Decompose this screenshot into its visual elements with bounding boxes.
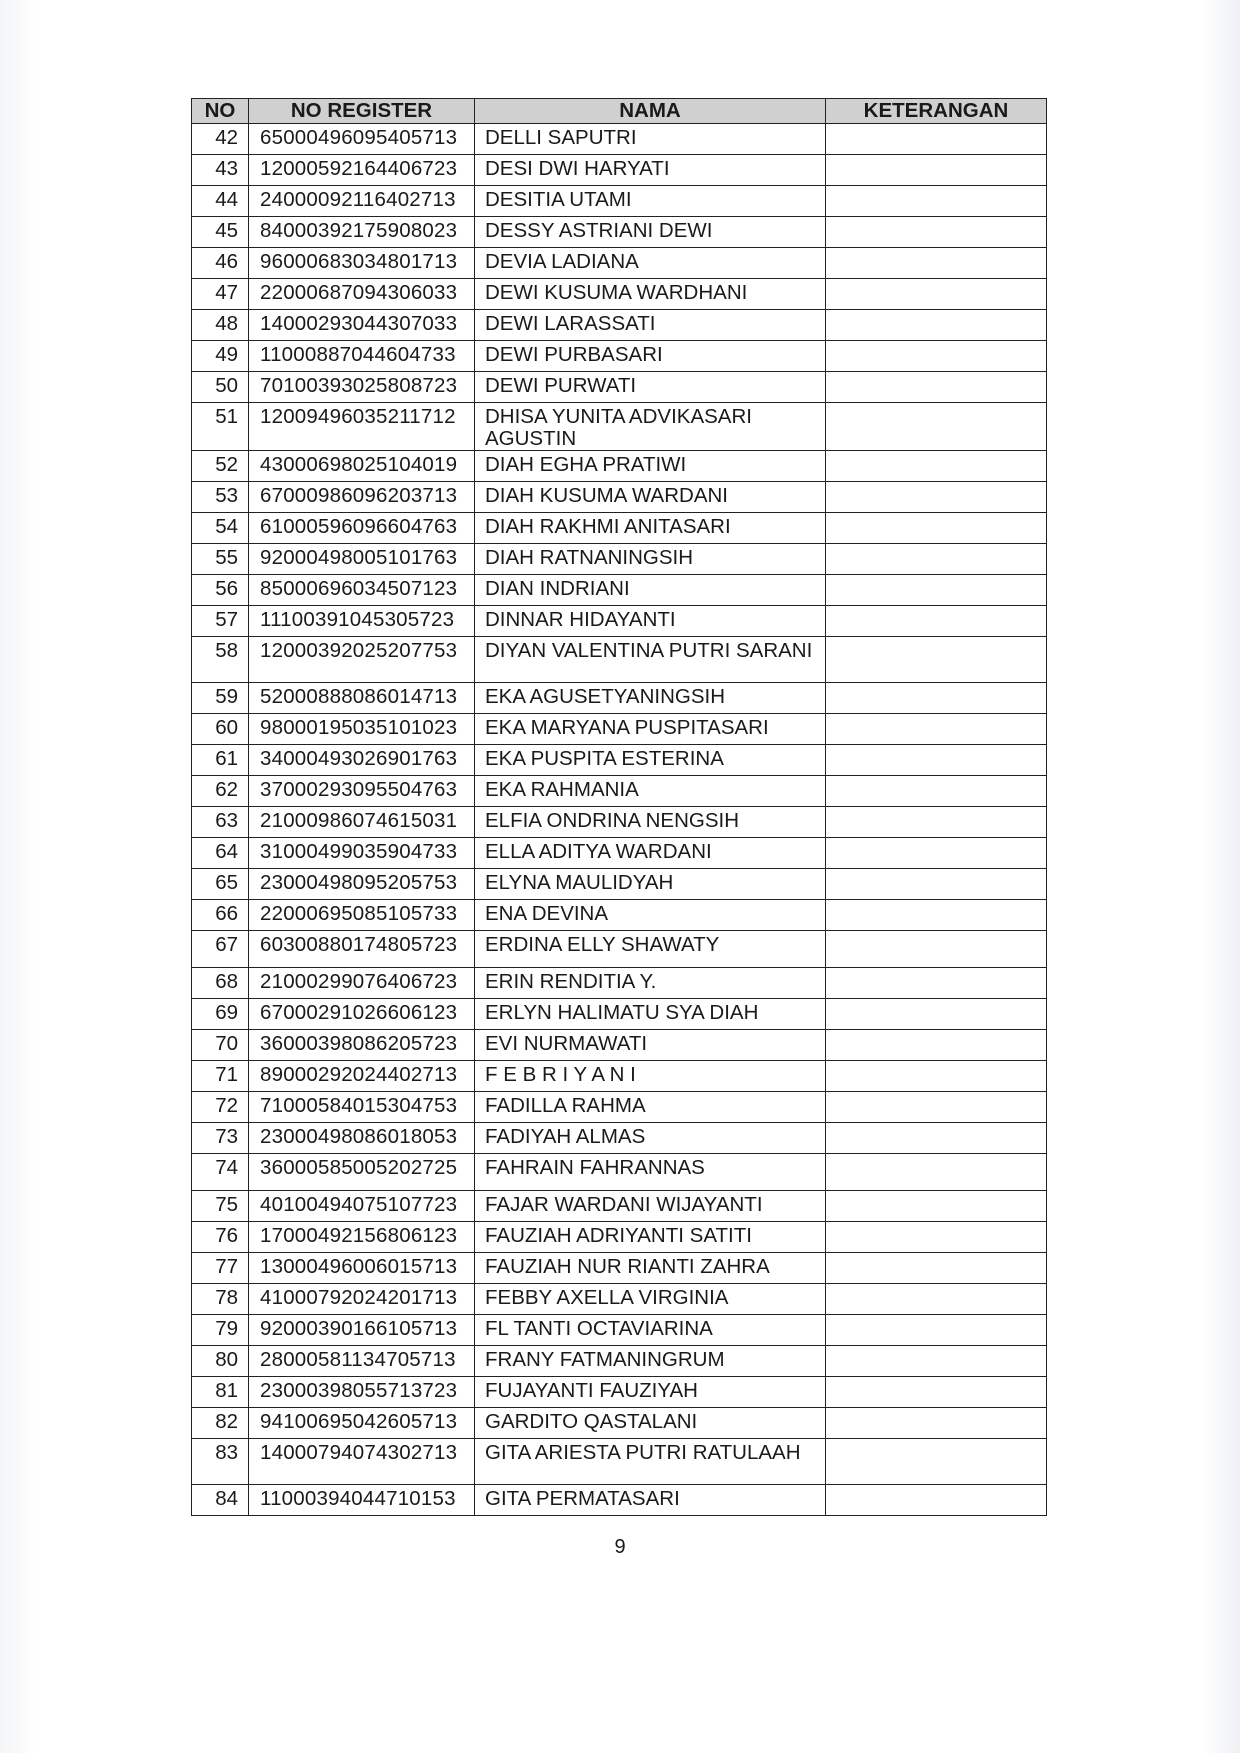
cell-nama: ELLA ADITYA WARDANI bbox=[475, 838, 826, 869]
cell-nama: F E B R I Y A N I bbox=[475, 1061, 826, 1092]
table-row bbox=[192, 807, 1047, 838]
cell-no-register: 94100695042605713 bbox=[249, 1408, 475, 1439]
cell-no: 56 bbox=[192, 575, 249, 606]
table-row bbox=[192, 1061, 1047, 1092]
cell-keterangan bbox=[826, 999, 1047, 1030]
table-row bbox=[192, 1092, 1047, 1123]
cell-keterangan bbox=[826, 807, 1047, 838]
cell-keterangan bbox=[826, 1485, 1047, 1516]
cell-nama: FAJAR WARDANI WIJAYANTI bbox=[475, 1191, 826, 1222]
cell-no-register: 92000390166105713 bbox=[249, 1315, 475, 1346]
table-row bbox=[192, 451, 1047, 482]
cell-no: 43 bbox=[192, 155, 249, 186]
cell-nama: ERIN RENDITIA Y. bbox=[475, 968, 826, 999]
cell-keterangan bbox=[826, 931, 1047, 968]
cell-no-register: 36000585005202725 bbox=[249, 1154, 475, 1191]
cell-nama: GITA ARIESTA PUTRI RATULAAH bbox=[475, 1439, 826, 1485]
cell-keterangan bbox=[826, 1408, 1047, 1439]
cell-no: 71 bbox=[192, 1061, 249, 1092]
cell-nama: DIAH RATNANINGSIH bbox=[475, 544, 826, 575]
cell-no-register: 23000398055713723 bbox=[249, 1377, 475, 1408]
table-row bbox=[192, 310, 1047, 341]
table-body bbox=[192, 124, 1047, 1516]
cell-nama: FEBBY AXELLA VIRGINIA bbox=[475, 1284, 826, 1315]
cell-nama: DEWI LARASSATI bbox=[475, 310, 826, 341]
table-row bbox=[192, 776, 1047, 807]
cell-nama: ERDINA ELLY SHAWATY bbox=[475, 931, 826, 968]
cell-no: 44 bbox=[192, 186, 249, 217]
cell-no: 46 bbox=[192, 248, 249, 279]
cell-no: 53 bbox=[192, 482, 249, 513]
header-no-register: NO REGISTER bbox=[249, 99, 475, 124]
table-row bbox=[192, 544, 1047, 575]
cell-no-register: 85000696034507123 bbox=[249, 575, 475, 606]
cell-keterangan bbox=[826, 544, 1047, 575]
cell-no: 47 bbox=[192, 279, 249, 310]
table-row bbox=[192, 1123, 1047, 1154]
cell-no: 83 bbox=[192, 1439, 249, 1485]
cell-nama: DHISA YUNITA ADVIKASARI AGUSTIN bbox=[475, 403, 826, 451]
cell-no: 76 bbox=[192, 1222, 249, 1253]
table-row bbox=[192, 838, 1047, 869]
cell-no-register: 23000498095205753 bbox=[249, 869, 475, 900]
cell-no-register: 12000592164406723 bbox=[249, 155, 475, 186]
cell-no-register: 37000293095504763 bbox=[249, 776, 475, 807]
cell-nama: FUJAYANTI FAUZIYAH bbox=[475, 1377, 826, 1408]
table-row bbox=[192, 513, 1047, 544]
cell-no-register: 43000698025104019 bbox=[249, 451, 475, 482]
cell-keterangan bbox=[826, 683, 1047, 714]
cell-nama: FL TANTI OCTAVIARINA bbox=[475, 1315, 826, 1346]
cell-no: 82 bbox=[192, 1408, 249, 1439]
registration-table bbox=[191, 98, 1047, 1516]
table-row bbox=[192, 1154, 1047, 1191]
cell-no-register: 70100393025808723 bbox=[249, 372, 475, 403]
cell-nama: FAHRAIN FAHRANNAS bbox=[475, 1154, 826, 1191]
cell-no-register: 60300880174805723 bbox=[249, 931, 475, 968]
cell-keterangan bbox=[826, 1092, 1047, 1123]
cell-nama: DIAH EGHA PRATIWI bbox=[475, 451, 826, 482]
cell-no-register: 84000392175908023 bbox=[249, 217, 475, 248]
cell-no: 45 bbox=[192, 217, 249, 248]
cell-keterangan bbox=[826, 217, 1047, 248]
cell-nama: DEVIA LADIANA bbox=[475, 248, 826, 279]
table-row bbox=[192, 869, 1047, 900]
cell-no-register: 23000498086018053 bbox=[249, 1123, 475, 1154]
cell-keterangan bbox=[826, 341, 1047, 372]
cell-keterangan bbox=[826, 869, 1047, 900]
table-row bbox=[192, 683, 1047, 714]
cell-nama: DESSY ASTRIANI DEWI bbox=[475, 217, 826, 248]
cell-no-register: 96000683034801713 bbox=[249, 248, 475, 279]
cell-no: 42 bbox=[192, 124, 249, 155]
cell-no: 61 bbox=[192, 745, 249, 776]
cell-no-register: 11100391045305723 bbox=[249, 606, 475, 637]
cell-nama: EKA RAHMANIA bbox=[475, 776, 826, 807]
cell-keterangan bbox=[826, 372, 1047, 403]
cell-nama: ERLYN HALIMATU SYA DIAH bbox=[475, 999, 826, 1030]
cell-nama: DESI DWI HARYATI bbox=[475, 155, 826, 186]
cell-nama: DIYAN VALENTINA PUTRI SARANI bbox=[475, 637, 826, 683]
cell-no: 48 bbox=[192, 310, 249, 341]
table-row bbox=[192, 931, 1047, 968]
cell-keterangan bbox=[826, 1439, 1047, 1485]
cell-keterangan bbox=[826, 714, 1047, 745]
cell-nama: EKA AGUSETYANINGSIH bbox=[475, 683, 826, 714]
cell-no: 75 bbox=[192, 1191, 249, 1222]
table-row bbox=[192, 1315, 1047, 1346]
table-row bbox=[192, 217, 1047, 248]
cell-no: 51 bbox=[192, 403, 249, 451]
cell-no-register: 67000291026606123 bbox=[249, 999, 475, 1030]
cell-no: 84 bbox=[192, 1485, 249, 1516]
table-row bbox=[192, 1485, 1047, 1516]
cell-nama: ENA DEVINA bbox=[475, 900, 826, 931]
table-row bbox=[192, 606, 1047, 637]
table-row bbox=[192, 900, 1047, 931]
cell-no: 52 bbox=[192, 451, 249, 482]
cell-no: 55 bbox=[192, 544, 249, 575]
cell-no-register: 65000496095405713 bbox=[249, 124, 475, 155]
cell-no: 57 bbox=[192, 606, 249, 637]
cell-keterangan bbox=[826, 1030, 1047, 1061]
cell-keterangan bbox=[826, 575, 1047, 606]
cell-keterangan bbox=[826, 482, 1047, 513]
cell-nama: ELFIA ONDRINA NENGSIH bbox=[475, 807, 826, 838]
cell-no-register: 11000394044710153 bbox=[249, 1485, 475, 1516]
table-row bbox=[192, 186, 1047, 217]
cell-keterangan bbox=[826, 1222, 1047, 1253]
cell-keterangan bbox=[826, 186, 1047, 217]
cell-no-register: 40100494075107723 bbox=[249, 1191, 475, 1222]
cell-no-register: 21000986074615031 bbox=[249, 807, 475, 838]
cell-nama: DESITIA UTAMI bbox=[475, 186, 826, 217]
table-row bbox=[192, 279, 1047, 310]
cell-no-register: 92000498005101763 bbox=[249, 544, 475, 575]
cell-nama: ELYNA MAULIDYAH bbox=[475, 869, 826, 900]
cell-keterangan bbox=[826, 1315, 1047, 1346]
cell-no: 73 bbox=[192, 1123, 249, 1154]
cell-nama: DEWI KUSUMA WARDHANI bbox=[475, 279, 826, 310]
cell-no: 66 bbox=[192, 900, 249, 931]
cell-no: 74 bbox=[192, 1154, 249, 1191]
cell-no-register: 14000293044307033 bbox=[249, 310, 475, 341]
cell-no-register: 22000687094306033 bbox=[249, 279, 475, 310]
cell-no-register: 89000292024402713 bbox=[249, 1061, 475, 1092]
cell-no-register: 67000986096203713 bbox=[249, 482, 475, 513]
table-row bbox=[192, 637, 1047, 683]
table-row bbox=[192, 372, 1047, 403]
cell-nama: DIAN INDRIANI bbox=[475, 575, 826, 606]
cell-no-register: 41000792024201713 bbox=[249, 1284, 475, 1315]
table-header-row bbox=[192, 99, 1047, 124]
cell-keterangan bbox=[826, 248, 1047, 279]
cell-no-register: 31000499035904733 bbox=[249, 838, 475, 869]
cell-no-register: 11000887044604733 bbox=[249, 341, 475, 372]
cell-keterangan bbox=[826, 451, 1047, 482]
table-row bbox=[192, 124, 1047, 155]
cell-nama: FAUZIAH NUR RIANTI ZAHRA bbox=[475, 1253, 826, 1284]
header-keterangan: KETERANGAN bbox=[826, 99, 1047, 124]
cell-no-register: 61000596096604763 bbox=[249, 513, 475, 544]
cell-keterangan bbox=[826, 1377, 1047, 1408]
cell-keterangan bbox=[826, 1154, 1047, 1191]
table-row bbox=[192, 403, 1047, 451]
cell-nama: FADILLA RAHMA bbox=[475, 1092, 826, 1123]
cell-nama: DELLI SAPUTRI bbox=[475, 124, 826, 155]
cell-nama: EVI NURMAWATI bbox=[475, 1030, 826, 1061]
cell-no-register: 52000888086014713 bbox=[249, 683, 475, 714]
cell-nama: EKA PUSPITA ESTERINA bbox=[475, 745, 826, 776]
cell-nama: FRANY FATMANINGRUM bbox=[475, 1346, 826, 1377]
cell-keterangan bbox=[826, 1346, 1047, 1377]
cell-no-register: 22000695085105733 bbox=[249, 900, 475, 931]
cell-keterangan bbox=[826, 637, 1047, 683]
cell-nama: DIAH RAKHMI ANITASARI bbox=[475, 513, 826, 544]
cell-no-register: 21000299076406723 bbox=[249, 968, 475, 999]
table-row bbox=[192, 341, 1047, 372]
page-number: 9 bbox=[614, 1536, 626, 1558]
table-row bbox=[192, 745, 1047, 776]
cell-no: 50 bbox=[192, 372, 249, 403]
table-row bbox=[192, 714, 1047, 745]
cell-keterangan bbox=[826, 1284, 1047, 1315]
cell-nama: FAUZIAH ADRIYANTI SATITI bbox=[475, 1222, 826, 1253]
header-nama: NAMA bbox=[475, 99, 826, 124]
table-row bbox=[192, 1439, 1047, 1485]
table-row bbox=[192, 1030, 1047, 1061]
cell-nama: FADIYAH ALMAS bbox=[475, 1123, 826, 1154]
cell-keterangan bbox=[826, 838, 1047, 869]
table-row bbox=[192, 999, 1047, 1030]
cell-nama: DEWI PURWATI bbox=[475, 372, 826, 403]
cell-keterangan bbox=[826, 1253, 1047, 1284]
cell-keterangan bbox=[826, 1123, 1047, 1154]
table-row bbox=[192, 1377, 1047, 1408]
table-row bbox=[192, 482, 1047, 513]
cell-no: 69 bbox=[192, 999, 249, 1030]
cell-keterangan bbox=[826, 124, 1047, 155]
cell-nama: DINNAR HIDAYANTI bbox=[475, 606, 826, 637]
cell-keterangan bbox=[826, 1061, 1047, 1092]
cell-no-register: 13000496006015713 bbox=[249, 1253, 475, 1284]
cell-nama: GARDITO QASTALANI bbox=[475, 1408, 826, 1439]
cell-no: 81 bbox=[192, 1377, 249, 1408]
cell-keterangan bbox=[826, 745, 1047, 776]
cell-keterangan bbox=[826, 900, 1047, 931]
cell-nama: EKA MARYANA PUSPITASARI bbox=[475, 714, 826, 745]
cell-no: 62 bbox=[192, 776, 249, 807]
table-row bbox=[192, 1222, 1047, 1253]
cell-no-register: 12009496035211712 bbox=[249, 403, 475, 451]
cell-no-register: 24000092116402713 bbox=[249, 186, 475, 217]
table-row bbox=[192, 1191, 1047, 1222]
table-row bbox=[192, 1284, 1047, 1315]
cell-keterangan bbox=[826, 155, 1047, 186]
cell-keterangan bbox=[826, 968, 1047, 999]
cell-keterangan bbox=[826, 403, 1047, 451]
cell-no: 77 bbox=[192, 1253, 249, 1284]
cell-no-register: 98000195035101023 bbox=[249, 714, 475, 745]
table-row bbox=[192, 1253, 1047, 1284]
cell-no: 70 bbox=[192, 1030, 249, 1061]
cell-no: 49 bbox=[192, 341, 249, 372]
table-row bbox=[192, 1346, 1047, 1377]
header-no: NO bbox=[192, 99, 249, 124]
cell-no: 78 bbox=[192, 1284, 249, 1315]
cell-keterangan bbox=[826, 606, 1047, 637]
cell-no-register: 12000392025207753 bbox=[249, 637, 475, 683]
cell-no-register: 34000493026901763 bbox=[249, 745, 475, 776]
cell-no: 80 bbox=[192, 1346, 249, 1377]
table-row bbox=[192, 155, 1047, 186]
cell-no-register: 14000794074302713 bbox=[249, 1439, 475, 1485]
cell-no-register: 71000584015304753 bbox=[249, 1092, 475, 1123]
cell-no: 63 bbox=[192, 807, 249, 838]
cell-nama: GITA PERMATASARI bbox=[475, 1485, 826, 1516]
table-row bbox=[192, 968, 1047, 999]
cell-no-register: 36000398086205723 bbox=[249, 1030, 475, 1061]
cell-no: 64 bbox=[192, 838, 249, 869]
cell-no: 72 bbox=[192, 1092, 249, 1123]
cell-keterangan bbox=[826, 513, 1047, 544]
cell-nama: DIAH KUSUMA WARDANI bbox=[475, 482, 826, 513]
table-row bbox=[192, 248, 1047, 279]
table-row bbox=[192, 1408, 1047, 1439]
cell-no: 54 bbox=[192, 513, 249, 544]
cell-nama: DEWI PURBASARI bbox=[475, 341, 826, 372]
cell-keterangan bbox=[826, 310, 1047, 341]
cell-keterangan bbox=[826, 279, 1047, 310]
cell-no: 67 bbox=[192, 931, 249, 968]
cell-no: 59 bbox=[192, 683, 249, 714]
cell-no: 60 bbox=[192, 714, 249, 745]
cell-no: 68 bbox=[192, 968, 249, 999]
cell-no: 79 bbox=[192, 1315, 249, 1346]
cell-keterangan bbox=[826, 1191, 1047, 1222]
cell-no-register: 28000581134705713 bbox=[249, 1346, 475, 1377]
cell-keterangan bbox=[826, 776, 1047, 807]
cell-no: 58 bbox=[192, 637, 249, 683]
table-row bbox=[192, 575, 1047, 606]
cell-no-register: 17000492156806123 bbox=[249, 1222, 475, 1253]
cell-no: 65 bbox=[192, 869, 249, 900]
